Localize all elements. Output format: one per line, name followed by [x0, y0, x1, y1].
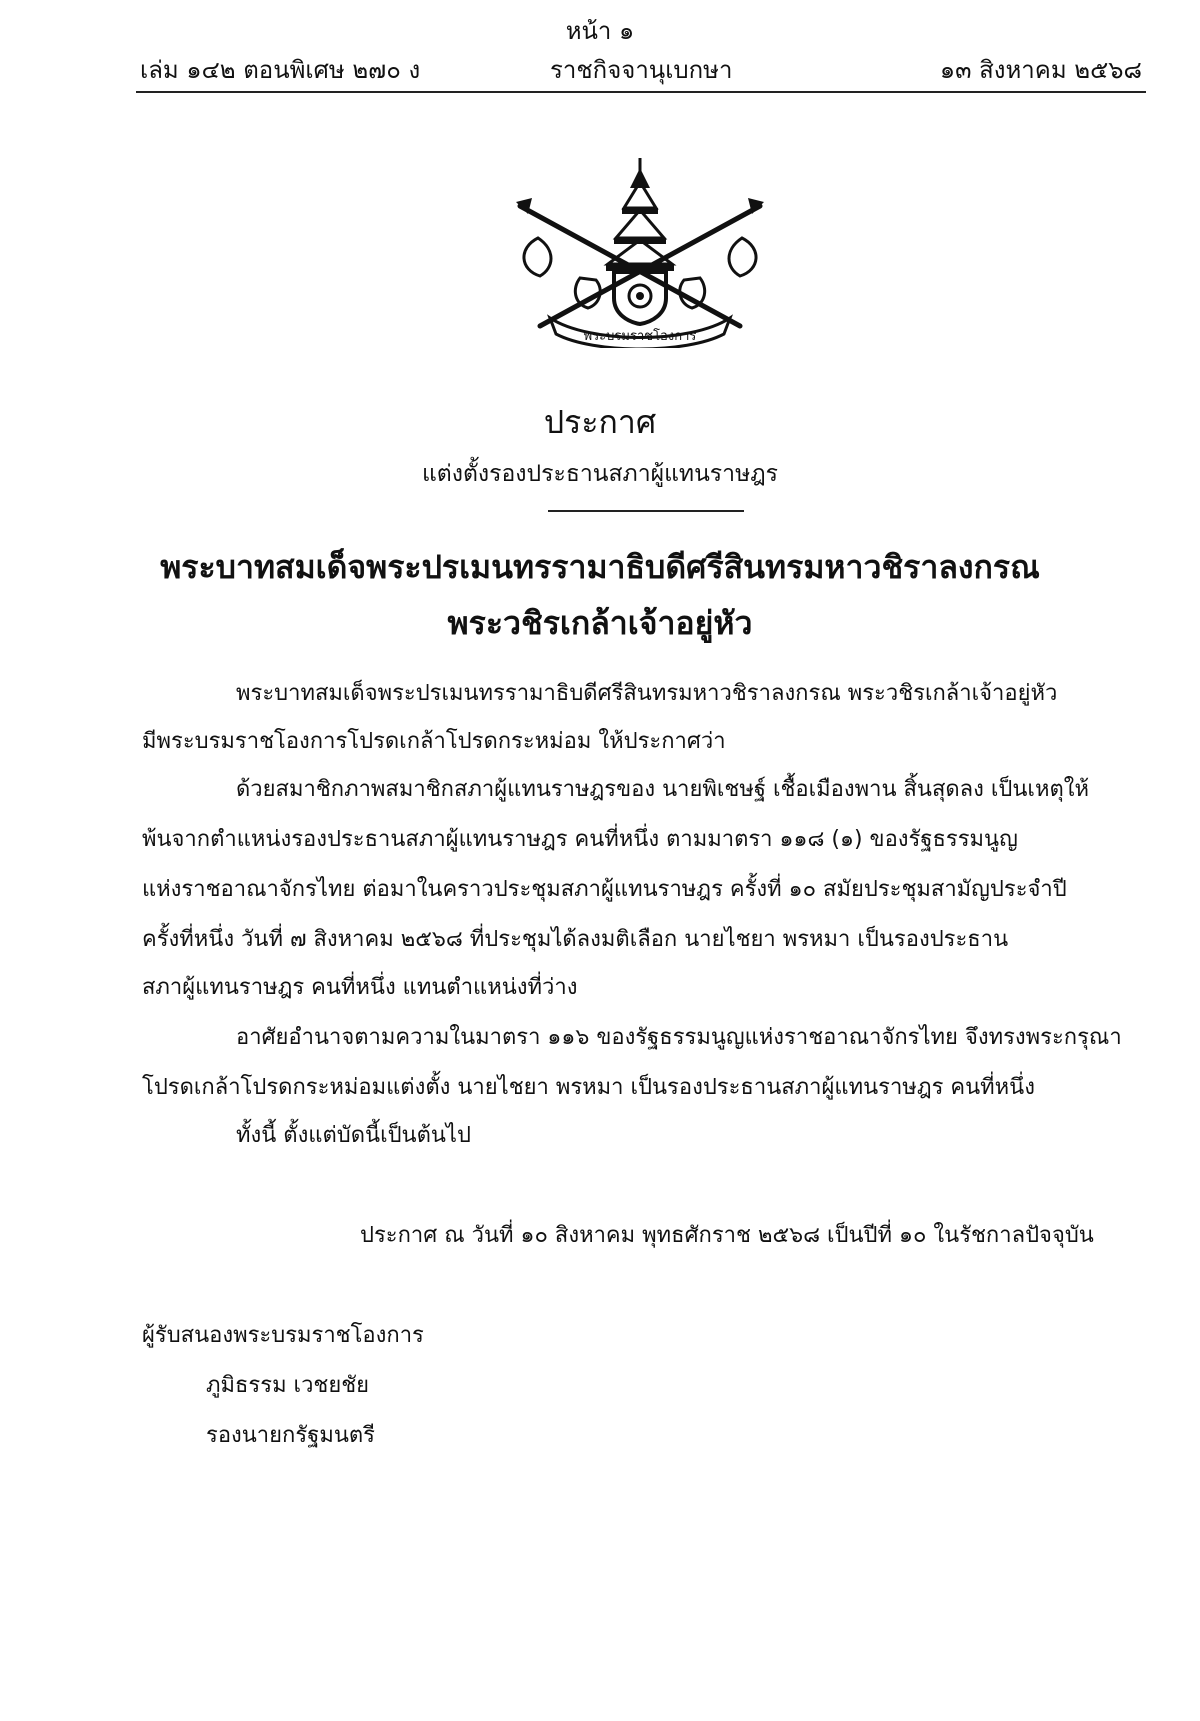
- emblem-banner-text: พระบรมราชโองการ: [583, 329, 697, 344]
- gazette-header: [140, 52, 1142, 88]
- volume-issue: เล่ม ๑๔๒ ตอนพิเศษ ๒๗๐ ง: [140, 56, 421, 84]
- body-line: ด้วยสมาชิกภาพสมาชิกสภาผู้แทนราษฎรของ นายพิเชษฐ์ เชื้อเมืองพาน สิ้นสุดลง เป็นเหตุให้: [236, 777, 1089, 802]
- announcement-subtitle: แต่งตั้งรองประธานสภาผู้แทนราษฎร: [421, 461, 779, 487]
- body-line: มีพระบรมราชโองการโปรดเกล้าโปรดกระหม่อม ให้ประกาศว่า: [142, 729, 726, 754]
- dateline: ประกาศ ณ วันที่ ๑๐ สิงหาคม พุทธศักราช ๒๕๖๘ เป็นปีที่ ๑๐ ในรัชกาลปัจจุบัน: [360, 1223, 1094, 1248]
- body-line: แห่งราชอาณาจักรไทย ต่อมาในคราวประชุมสภาผู้แทนราษฎร ครั้งที่ ๑๐ สมัยประชุมสามัญประจำปี: [142, 877, 1067, 902]
- signatory-name: ภูมิธรรม เวชยชัย: [206, 1373, 370, 1398]
- page-number: หน้า ๑: [565, 17, 635, 45]
- header-date: ๑๓ สิงหาคม ๒๕๖๘: [939, 56, 1142, 84]
- body-line: โปรดเกล้าโปรดกระหม่อมแต่งตั้ง นายไชยา พรหมา เป็นรองประธานสภาผู้แทนราษฎร คนที่หนึ่ง: [142, 1075, 1035, 1100]
- king-name-line-1: พระบาทสมเด็จพระปรเมนทรรามาธิบดีศรีสินทรมหาวชิราลงกรณ: [160, 548, 1040, 586]
- body-line: พระบาทสมเด็จพระปรเมนทรรามาธิบดีศรีสินทรมหาวชิราลงกรณ พระวชิรเกล้าเจ้าอยู่หัว: [236, 681, 1058, 706]
- gazette-name: ราชกิจจานุเบกษา: [550, 56, 733, 84]
- royal-garuda-emblem-icon: [510, 158, 770, 348]
- announcement-title: ประกาศ: [543, 403, 657, 441]
- king-name-line-2: พระวชิรเกล้าเจ้าอยู่หัว: [447, 604, 753, 642]
- title-divider: [548, 510, 744, 512]
- body-line: สภาผู้แทนราษฎร คนที่หนึ่ง แทนตำแหน่งที่ว่าง: [142, 975, 578, 1000]
- signatory-position: รองนายกรัฐมนตรี: [206, 1423, 375, 1448]
- countersign-label: ผู้รับสนองพระบรมราชโองการ: [142, 1323, 424, 1348]
- body-line: ทั้งนี้ ตั้งแต่บัดนี้เป็นต้นไป: [236, 1123, 471, 1148]
- body-line: ครั้งที่หนึ่ง วันที่ ๗ สิงหาคม ๒๕๖๘ ที่ประชุมได้ลงมติเลือก นายไชยา พรหมา เป็นรองประธาน: [142, 927, 1009, 952]
- header-divider: [136, 91, 1146, 93]
- body-line: พ้นจากตำแหน่งรองประธานสภาผู้แทนราษฎร คนที่หนึ่ง ตามมาตรา ๑๑๘ (๑) ของรัฐธรรมนูญ: [142, 827, 1018, 852]
- body-line: อาศัยอำนาจตามความในมาตรา ๑๑๖ ของรัฐธรรมนูญแห่งราชอาณาจักรไทย จึงทรงพระกรุณา: [236, 1025, 1122, 1050]
